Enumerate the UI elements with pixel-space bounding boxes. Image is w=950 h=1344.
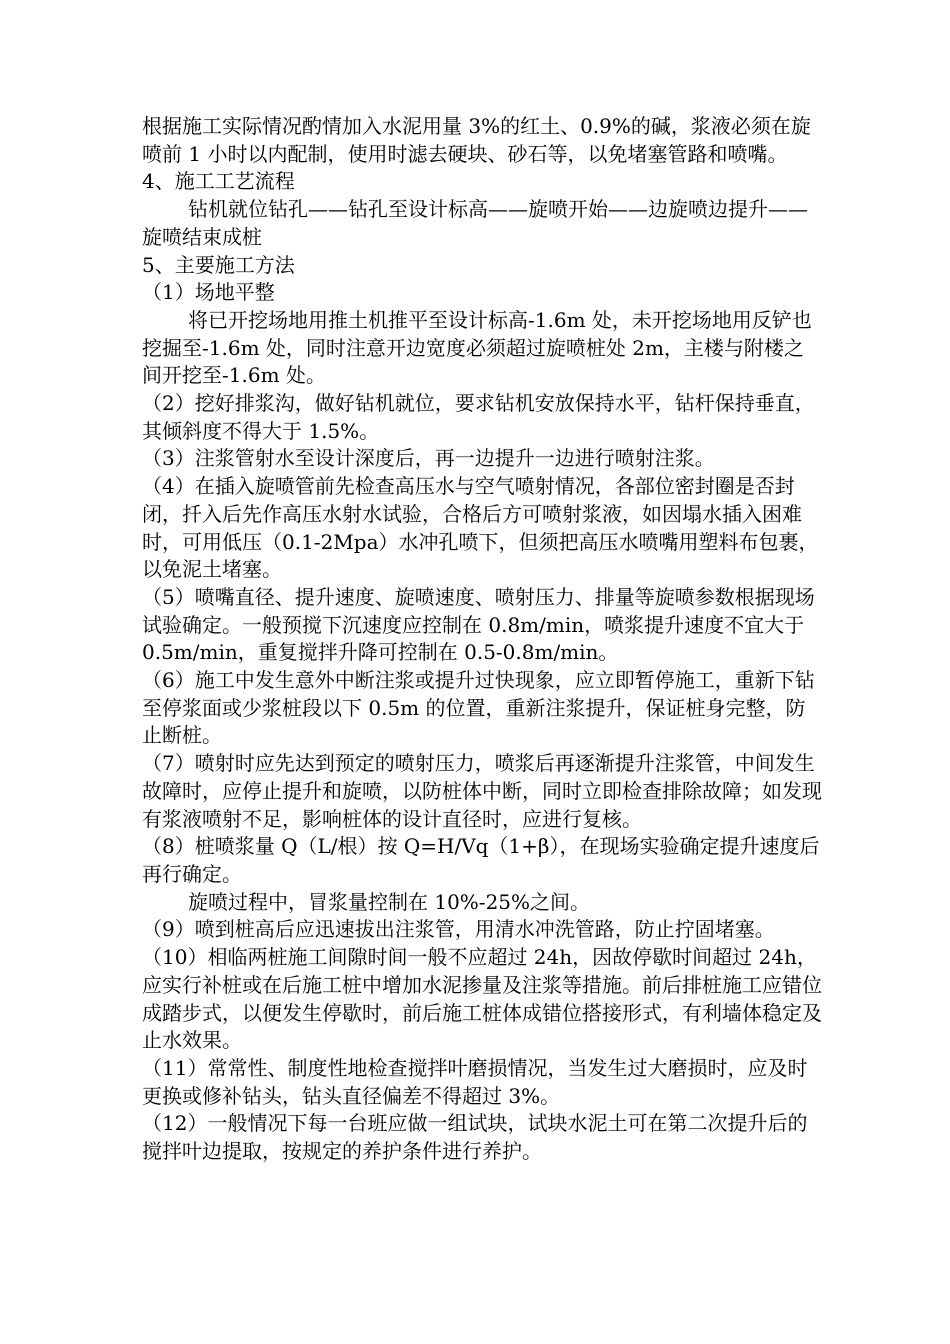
subheading-site-leveling: （1）场地平整 <box>142 280 275 305</box>
paragraph-item-8: （8）桩喷浆量 Q（L/根）按 Q=H/Vq（1+β），在现场实验确定提升速度后再行确定。 <box>142 834 820 886</box>
heading-construction-methods: 5、主要施工方法 <box>142 252 295 277</box>
heading-process-flow: 4、施工工艺流程 <box>142 169 295 194</box>
document-body <box>142 113 822 1166</box>
paragraph-item-10: （10）相临两桩施工间隙时间一般不应超过 24h，因故停歇时间超过 24h，应实行补桩或在后施工桩中增加水泥掺量及注浆等措施。前后排桩施工应错位成踏步式，以便发生停歇时，前后施工桩体成错位搭接形式，有利墙体稳定及止水效果。 <box>142 945 822 1053</box>
paragraph-item-7: （7）喷射时应先达到预定的喷射压力，喷浆后再逐渐提升注浆管，中间发生故障时，应停止提升和旋喷，以防桩体中断，同时立即检查排除故障；如发现有浆液喷射不足，影响桩体的设计直径时，应进行复核。 <box>142 751 822 831</box>
paragraph-process-steps: 钻机就位钻孔——钻孔至设计标高——旋喷开始——边旋喷边提升——旋喷结束成桩 <box>142 197 808 249</box>
paragraph-item-3: （3）注浆管射水至设计深度后，再一边提升一边进行喷射注浆。 <box>142 446 715 471</box>
paragraph-item-5: （5）喷嘴直径、提升速度、旋喷速度、喷射压力、排量等旋喷参数根据现场试验确定。一般预搅下沉速度应控制在 0.8m/min，喷浆提升速度不宜大于 0.5m/min，重复搅拌升降可控制在 0.5-0.8m/min。 <box>142 584 815 665</box>
paragraph-item-2: （2）挖好排浆沟，做好钻机就位，要求钻机安放保持水平，钻杆保持垂直，其倾斜度不得大于 1.5%。 <box>142 391 815 443</box>
paragraph-slurry-mix: 根据施工实际情况酌情加入水泥用量 3%的红土、0.9%的碱，浆液必须在旋喷前 1 小时以内配制，使用时滤去硬块、砂石等，以免堵塞管路和喷嘴。 <box>142 114 811 166</box>
paragraph-item-12: （12）一般情况下每一台班应做一组试块，试块水泥土可在第二次提升后的搅拌叶边提取，按规定的养护条件进行养护。 <box>142 1111 808 1164</box>
paragraph-item-6: （6）施工中发生意外中断注浆或提升过快现象，应立即暂停施工，重新下钻至停浆面或少浆桩段以下 0.5m 的位置，重新注浆提升，保证桩身完整，防止断桩。 <box>142 668 815 748</box>
paragraph-site-leveling: 将已开挖场地用推土机推平至设计标高-1.6m 处，未开挖场地用反铲也挖掘至-1.6m 处，同时注意开边宽度必须超过旋喷桩处 2m，主楼与附楼之间开挖至-1.6m 处。 <box>142 307 812 388</box>
paragraph-item-9: （9）喷到桩高后应迅速拔出注浆管，用清水冲洗管路，防止拧固堵塞。 <box>142 917 775 942</box>
paragraph-grout-return: 旋喷过程中，冒浆量控制在 10%-25%之间。 <box>188 889 591 914</box>
paragraph-item-4: （4）在插入旋喷管前先检查高压水与空气喷射情况，各部位密封圈是否封闭，扦入后先作高压水射水试验，合格后方可喷射浆液，如因塌水插入困难时，可用低压（0.1-2Mpa）水冲孔喷下，但须把高压水喷嘴用塑料布包裹，以免泥土堵塞。 <box>142 474 819 582</box>
paragraph-item-11: （11）常常性、制度性地检查搅拌叶磨损情况，当发生过大磨损时，应及时更换或修补钻头，钻头直径偏差不得超过 3%。 <box>142 1055 808 1108</box>
